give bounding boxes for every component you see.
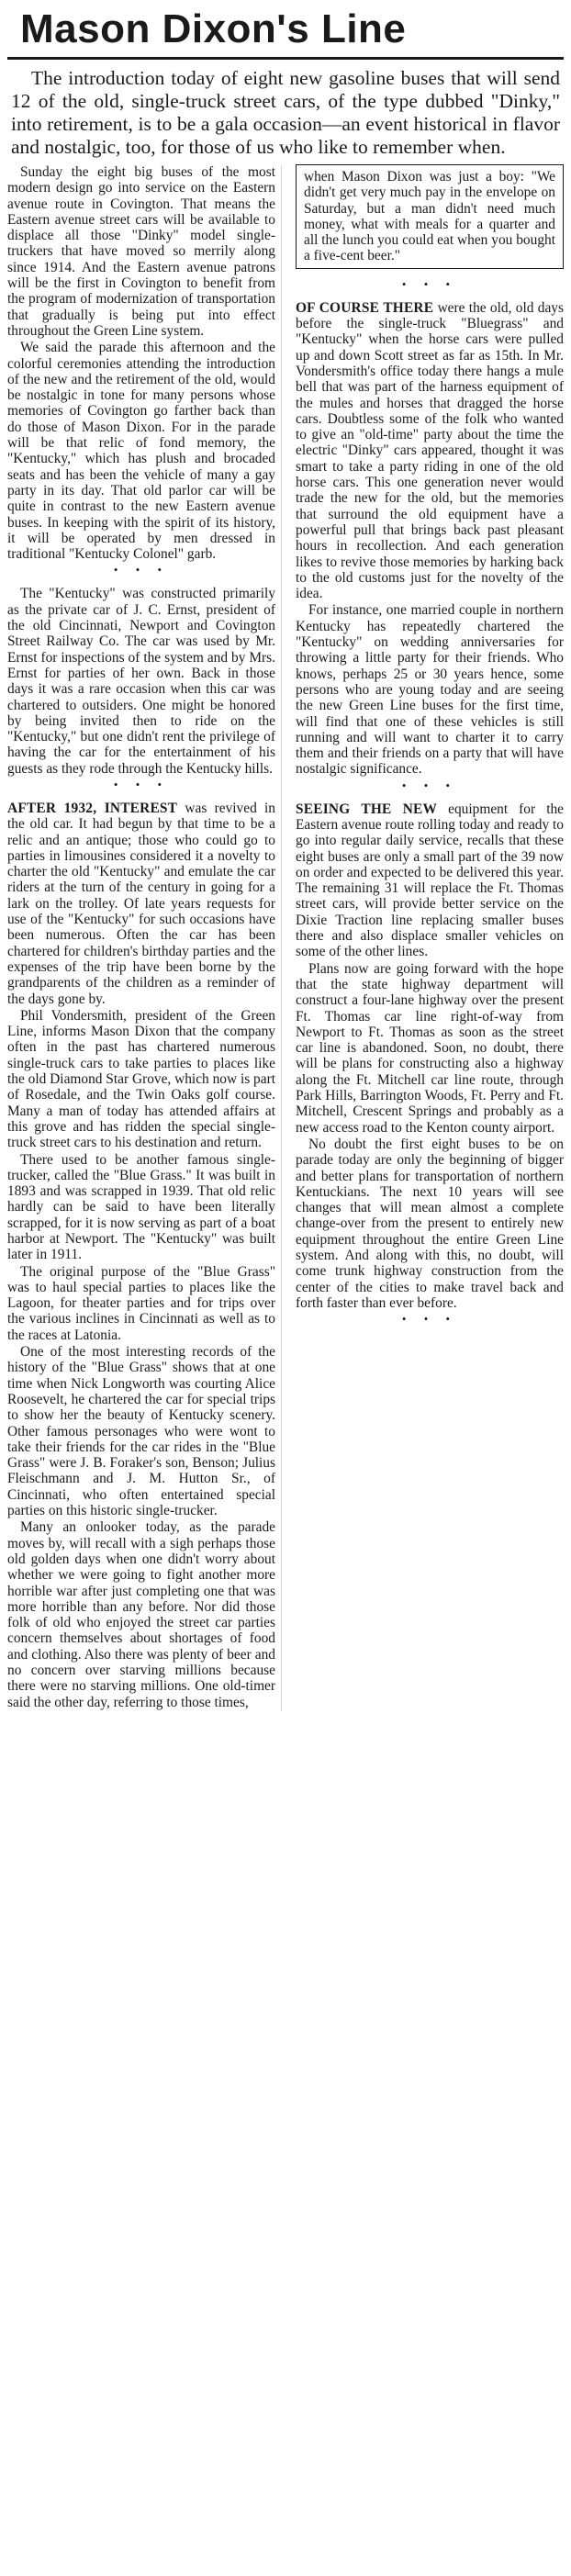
left-paragraph-6: There used to be another famous single-trucker, called the "Blue Grass." It was built in 1893 and was scrapped in 1939. That old relic hardly can be said to have been literally scrapped, for it is now serving as part of a boat harbor at Newport. The "Kentucky" was built later in 1911. — [7, 1151, 275, 1263]
column-headline: Mason Dixon's Line — [20, 6, 407, 51]
right-paragraph-5: No doubt the first eight buses to be on parade today are only the beginning of bigger and better plans for transportation of northern Kentuckians. The next 10 years will see changes that will mean almost a complete change-over from the present to entirely new equipment throughout the entire Green Line system. And along with this, no doubt, will come trunk highway construction from the center of the cities to make travel back and forth faster than ever before. — [296, 1136, 564, 1311]
left-paragraph-4 — [7, 801, 275, 1007]
right-paragraph-4: Plans now are going forward with the hope that the state highway department will construct a four-lane highway over the present Ft. Thomas car line right-of-way from Newport to Ft. Thomas as soon as the street car line is abandoned. Soon, no doubt, there will be plans for constructing also a highway along the Ft. Mitchell car line route, through Park Hills, Barrington Woods, Ft. Perry and Ft. Mitchell, Crescent Springs and probably as a new access road to the Kenton county airport. — [296, 960, 564, 1136]
section-separator-5: • • • — [401, 1312, 458, 1327]
left-paragraph-3: The "Kentucky" was constructed primarily as the private car of J. C. Ernst, president of the old Cincinnati, Newport and Covington Street Railway Co. The car was used by Mr. Ernst for inspections of the system and by Mrs. Ernst for parties of her own. Back in those days it was a rare occasion when this car was chartered to outsiders. One might be honored by being invited then to ride on the "Kentucky," but one didn't rent the privilege of having the car for the entertainment of his guests as they rode through the Kentucky hills. — [7, 586, 275, 777]
section-separator-4: • • • — [401, 778, 458, 792]
right-paragraph-2: For instance, one married couple in northern Kentucky has repeatedly chartered the "Kentucky" on wedding anniversaries for throwing a little party for their friends. Who knows, perhaps 25 or 30 years hence, some persons who are young today and are seeing the new Green Line buses for the first time, will find that one of these vehicles is still running and will want to charter it to carry them and their friends on a party that will have nostalgic significance. — [296, 602, 564, 778]
lead-in-of-course: OF COURSE THERE — [296, 299, 434, 316]
headline-rule — [7, 57, 564, 60]
section-separator-2: • • • — [113, 777, 170, 791]
left-paragraph-7: The original purpose of the "Blue Grass" was to haul special parties to places like the Lagoon, for theater parties and for trips over the various inclines in Cincinnati as well as to the races at Latonia. — [7, 1263, 275, 1343]
lead-paragraph: The introduction today of eight new gasoline buses that will send 12 of the old, single-truck street cars, of the type dubbed "Dinky," into retirement, is to be a gala occasion—an event historical in flavor and nostalgic, too, for those of us who like to remember when. — [11, 67, 560, 158]
right-paragraph-1 — [296, 300, 564, 602]
article-columns — [7, 164, 564, 1711]
lead-in-after-1932: AFTER 1932, INTEREST — [7, 800, 178, 816]
section-separator-3: • • • — [401, 276, 458, 291]
left-paragraph-5: Phil Vondersmith, president of the Green Line, informs Mason Dixon that the company often in the past has chartered numerous single-truck cars to take parties to places like the old Diamond Star Grove, which now is part of Rosedale, and the Twin Oaks golf course. Many a man of today has attended affairs at this grove and has ridden the special single-truck street cars to his destination and return. — [7, 1007, 275, 1151]
right-paragraph-3 — [296, 801, 564, 960]
left-paragraph-8: One of the most interesting records of the history of the "Blue Grass" shows that at one time when Nick Longworth was courting Alice Roosevelt, he chartered the car for special trips to show her the beauty of Kentucky scenery. Other famous personages who were wont to take their friends for the car rides in the "Blue Grass" were J. B. Foraker's son, Benson; Julius Fleischmann and J. M. Hutton Sr., of Cincinnati, who often entertained special parties on this historic single-trucker. — [7, 1344, 275, 1519]
right-paragraph-1-text: were the old, old days before the single-truck "Bluegrass" and "Kentucky" when the horse cars were pulled up and down Scott street as far as 15th. In Mr. Vondersmith's office today there hangs a mule bell that was part of the harness equipment of the mules and horses that dragged the horse cars. Doubtless some of the folk who wanted to give an "old-time" party about the time the electric "Dinky" cars appeared, thought it was smart to take a party riding in one of the old horse cars. This one generation never would trade the new for the old, but the memories that surround the old equipment have a powerful pull that brings back past pleasant hours in recollection. And each generation likes to revive those memories by harking back to the old customs just for the novelty of the idea. — [296, 299, 564, 602]
left-paragraph-1: Sunday the eight big buses of the most modern design go into service on the Eastern avenue route in Covington. That means the Eastern avenue street cars will be available to displace all those "Dinky" model single-truckers that have moved so merrily along since 1914. And the Eastern avenue patrons will be the first in Covington to benefit from the program of modernization of transportation that gradually is being put into effect throughout the Green Line system. — [7, 164, 275, 339]
right-paragraph-3-text: equipment for the Eastern avenue route rolling today and ready to go into regular daily service, recalls that these eight buses are only a small part of the 39 now on order and expected to be delivered this year. The remaining 31 will replace the Ft. Thomas street cars, will provide better service on the Dixie Traction line replacing smaller buses there and also displace smaller vehicles on some of the other lines. — [296, 801, 564, 960]
left-paragraph-4-text: was revived in the old car. It had begun by that time to be a relic and an antique; those who could go to parties in limousines considered it a novelty to charter the old "Kentucky" and emulate the car riders at the turn of the century in going for a lark on the trolley. Of late years requests for use of the "Kentucky" for such occasions have been numerous. Often the car has been chartered for children's birthday parties and the expenses of the trip have been borne by the grandparents of the children as a reminder of the days gone by. — [7, 800, 275, 1007]
left-paragraph-9: Many an onlooker today, as the parade moves by, will recall with a sigh perhaps those old golden days when one didn't worry about whether we were going to fight another more horrible war after just completing one that was more horrible than any before. Nor did those folk of old who enjoyed the street car parties concern themselves about shortages of food and clothing. Also there was plenty of beer and no concern over starving millions because there were no starving millions. One old-timer said the other day, referring to those times, — [7, 1519, 275, 1710]
section-separator-1: • • • — [113, 563, 170, 577]
continued-quote-box — [296, 164, 564, 269]
left-paragraph-2: We said the parade this afternoon and the colorful ceremonies attending the introduction of the new and the retirement of the old, would be nostalgic in tone for many persons whose memories of Covington go farther back than do those of Mason Dixon. For in the parade will be that relic of fond memory, the "Kentucky," which has plush and brocaded seats and has been the vehicle of many a gay party in its day. That old parlor car will be quite in contrast to the new Eastern avenue buses. In keeping with the spirit of its history, it will be operated by men dressed in traditional "Kentucky Colonel" garb. — [7, 340, 275, 563]
lead-in-seeing-the-new: SEEING THE NEW — [296, 801, 438, 817]
right-column — [292, 164, 564, 1711]
continued-quote: when Mason Dixon was just a boy: "We didn't get very much pay in the envelope on Saturday, but a man didn't need much money, what with meals for a quarter and all the lunch you could eat when you bought a five-cent beer." — [304, 169, 555, 264]
left-column — [7, 164, 282, 1711]
